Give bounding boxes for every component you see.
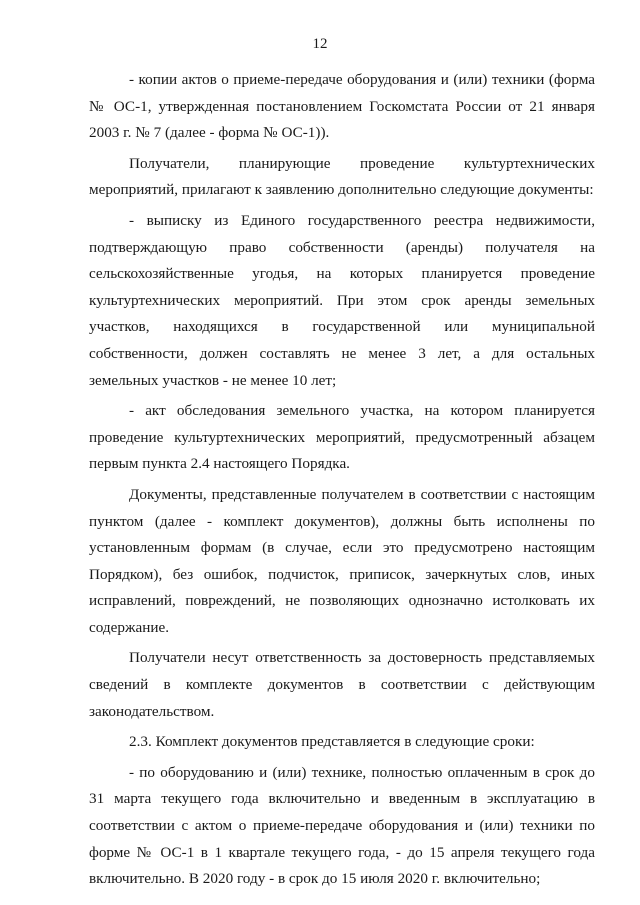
paragraph-os1-acts: - копии актов о приеме-передаче оборудования и (или) техники (форма № ОС-1, утвержденная постановлением Госкомстата России от 21 января 2003 г. № 7 (далее - форма № ОС-1)). xyxy=(89,71,595,142)
page-number: 12 xyxy=(312,36,328,52)
document-body xyxy=(89,67,595,893)
paragraph-inspection-act: - акт обследования земельного участка, на котором планируется проведение культуртехнических мероприятий, предусмотренный абзацем первым пункта 2.4 настоящего Порядка. xyxy=(89,402,595,473)
paragraph-document-set: Документы, представленные получателем в соответствии с настоящим пунктом (далее - комплект документов), должны быть исполнены по установленным формам (в случае, если это предусмотрено настоящим Порядком), без ошибок, подчисток, приписок, зачеркнутых слов, иных исправлений, повреждений, не позволяющих однозначно истолковать их содержание. xyxy=(89,485,595,636)
paragraph-cultural-recipients: Получатели, планирующие проведение культуртехнических мероприятий, прилагают к заявлению дополнительно следующие документы: xyxy=(89,154,595,199)
paragraph-deadlines: - по оборудованию и (или) технике, полностью оплаченным в срок до 31 марта текущего года включительно и введенным в эксплуатацию в соответствии с актом о приеме-передаче оборудования и (или) техники по форме № ОС-1 в 1 квартале текущего года, - до 15 апреля текущего года включительно. В 2020 году - в срок до 15 июля 2020 г. включительно; xyxy=(89,763,595,888)
paragraph-section-2-3: 2.3. Комплект документов представляется в следующие сроки: xyxy=(129,733,535,751)
paragraph-registry-extract: - выписку из Единого государственного реестра недвижимости, подтверждающую право собственности (аренды) получателя на сельскохозяйственные угодья, на которых планируется проведение культуртехнических мероприятий. При этом срок аренды земельных участков, находящихся в государственной или муниципальной собственности, должен составлять не менее 3 лет, а для остальных земельных участков - не менее 10 лет; xyxy=(89,211,595,389)
paragraph-responsibility: Получатели несут ответственность за достоверность представляемых сведений в комплекте документов в соответствии с действующим законодательством. xyxy=(89,649,595,720)
